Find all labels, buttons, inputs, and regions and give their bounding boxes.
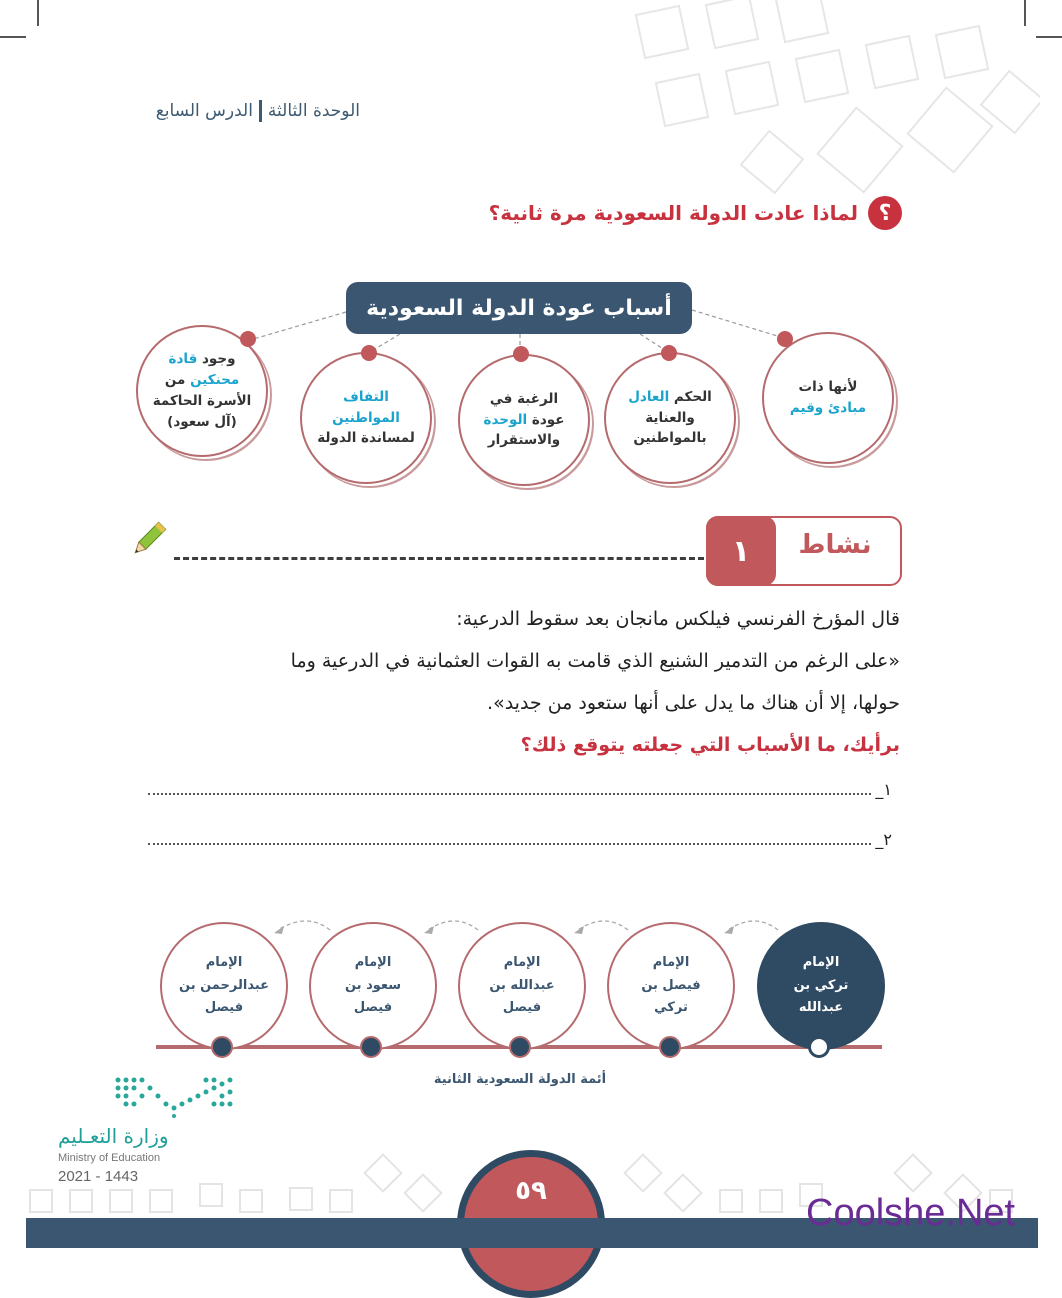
- reason-line: لمساندة الدولة: [317, 430, 415, 447]
- imam-name: تركي بن: [793, 977, 849, 993]
- activity-question: برأيك، ما الأسباب التي جعلته يتوقع ذلك؟: [520, 734, 900, 756]
- imam-name: عبدالله: [798, 1000, 844, 1016]
- reason-text: [484, 389, 565, 452]
- reason-text: [628, 387, 712, 450]
- timeline-imam-3: [458, 922, 586, 1050]
- activity-divider: [174, 557, 704, 560]
- reason-text: [317, 387, 415, 450]
- imam-title: الإمام: [802, 954, 840, 970]
- passage-quote-line: «على الرغم من التدمير الشنيع الذي قامت به القوات العثمانية في الدرعية وما: [290, 650, 900, 672]
- reason-circle-justice: [604, 352, 736, 484]
- timeline-imam-5: [160, 922, 288, 1050]
- reason-text: [153, 349, 252, 433]
- timeline-marker: [360, 1036, 382, 1058]
- imam-title: الإمام: [354, 954, 392, 970]
- connector-dot: [361, 345, 377, 361]
- ministry-name-ar: وزارة التعـليم: [58, 1124, 169, 1148]
- connector-dot: [513, 346, 529, 362]
- connector-dot: [240, 331, 256, 347]
- connector-dot: [777, 331, 793, 347]
- page-number: ٥٩: [515, 1176, 547, 1206]
- reason-line: الرغبة في: [489, 390, 559, 407]
- imam-name: فيصل: [353, 1000, 393, 1016]
- timeline-imam-2: [607, 922, 735, 1050]
- reason-line: والاستقرار: [487, 432, 561, 449]
- reason-circle-unity: [458, 354, 590, 486]
- reason-line: (آل سعود): [167, 413, 237, 430]
- imam-title: الإمام: [205, 954, 243, 970]
- timeline-marker: [808, 1036, 830, 1058]
- question-mark-icon: ؟: [868, 196, 902, 230]
- reason-line: التفاف: [343, 388, 389, 405]
- imam-name: عبدالرحمن بن: [179, 977, 270, 993]
- passage-quote-line: حولها، إلا أن هناك ما يدل على أنها ستعود من جديد».: [487, 692, 900, 714]
- passage-intro: قال المؤرخ الفرنسي فيلكس مانجان بعد سقوط الدرعية:: [456, 608, 900, 630]
- reason-line: بالمواطنين: [633, 430, 707, 447]
- breadcrumb-unit: الوحدة الثالثة: [267, 101, 360, 121]
- timeline-marker: [509, 1036, 531, 1058]
- answer-field-1[interactable]: [148, 780, 892, 799]
- timeline-marker: [659, 1036, 681, 1058]
- reasons-title: أسباب عودة الدولة السعودية: [346, 282, 692, 334]
- timeline-caption: أئمة الدولة السعودية الثانية: [433, 1072, 607, 1087]
- reason-line: وجود قادة: [168, 351, 236, 368]
- activity-label: نشاط: [798, 530, 872, 560]
- edition-year: 2021 - 1443: [58, 1168, 139, 1185]
- question-title: لماذا عادت الدولة السعودية مرة ثانية؟: [488, 201, 858, 225]
- reason-text: لأنها ذات: [798, 379, 858, 396]
- imam-title: الإمام: [503, 954, 541, 970]
- timeline-marker: [211, 1036, 233, 1058]
- timeline-imam-1: [757, 922, 885, 1050]
- reason-line: والعناية: [645, 409, 695, 426]
- breadcrumb-lesson: الدرس السابع: [155, 101, 253, 121]
- reason-line: عودة الوحدة: [483, 411, 565, 428]
- reason-line: المواطنين: [332, 409, 400, 426]
- answer-dotted-line: [148, 793, 871, 795]
- imam-name: فيصل: [204, 1000, 244, 1016]
- reason-circle-principles: [762, 332, 894, 464]
- imam-title: الإمام: [652, 954, 690, 970]
- ministry-name-en: Ministry of Education: [58, 1152, 161, 1164]
- answer-dotted-line: [148, 843, 871, 845]
- imam-name: عبدالله بن: [489, 977, 555, 993]
- activity-number: ١: [706, 516, 776, 586]
- imam-name: سعود بن: [344, 977, 402, 993]
- answer-field-2[interactable]: [148, 830, 892, 849]
- reason-line: محنكين من: [164, 372, 240, 389]
- pencil-icon: [126, 518, 170, 562]
- imam-name: فيصل: [502, 1000, 542, 1016]
- imam-name: فيصل بن: [641, 977, 701, 993]
- reason-highlight: مبادئ وقيم: [789, 400, 867, 416]
- timeline-imam-4: [309, 922, 437, 1050]
- ministry-logo: [112, 1074, 240, 1118]
- answer-number: ٢_: [875, 830, 892, 849]
- reason-line: الأسرة الحاكمة: [152, 393, 252, 409]
- imam-name: تركي: [654, 1000, 688, 1016]
- reason-circle-citizens: [300, 352, 432, 484]
- connector-dot: [661, 345, 677, 361]
- answer-number: ١_: [875, 780, 892, 799]
- reason-line: الحكم العادل: [628, 388, 712, 405]
- watermark-text: Coolshe.Net: [806, 1192, 1016, 1234]
